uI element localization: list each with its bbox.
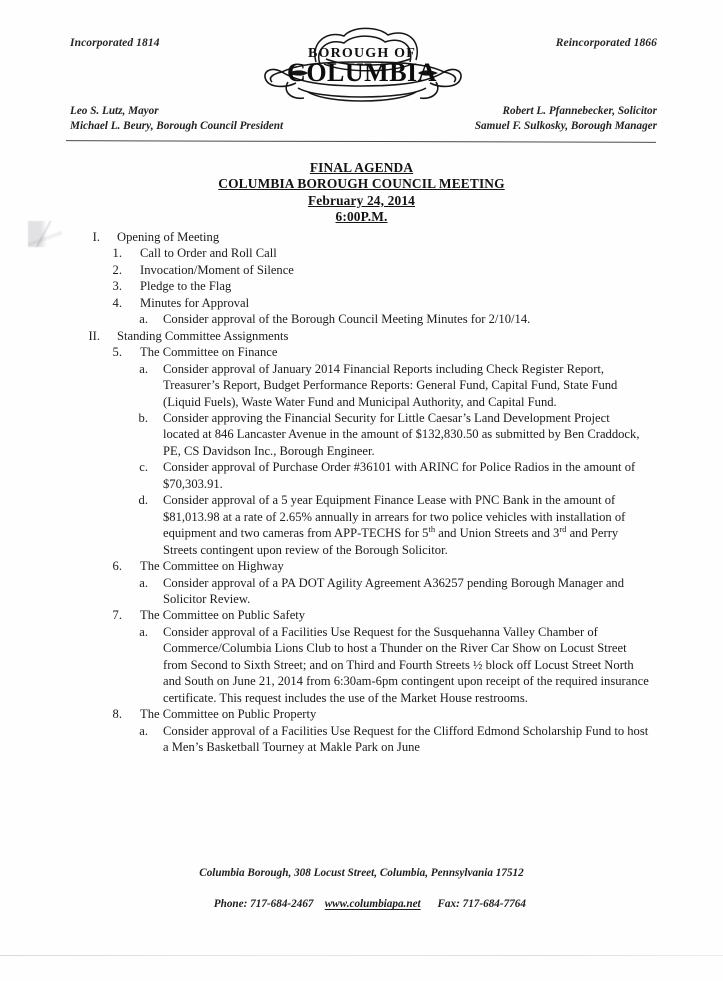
- agenda-item-marker: 8.: [112, 707, 122, 722]
- agenda-item-marker: II.: [88, 328, 100, 343]
- agenda-item-marker: 3.: [112, 279, 122, 294]
- agenda-item: [0, 229, 723, 245]
- title-line-final-agenda: FINAL AGENDA: [309, 160, 414, 175]
- agenda-item: [0, 262, 723, 278]
- agenda-item-marker: 7.: [112, 608, 122, 623]
- agenda-item-marker: a.: [139, 361, 148, 376]
- agenda-item-marker: a.: [139, 575, 148, 590]
- agenda-item-text: The Committee on Highway: [140, 559, 284, 574]
- agenda-item: [0, 295, 723, 311]
- agenda-item-text: Consider approval of a 5 year Equipment Finance Lease with PNC Bank in the amount of $81,013.98 at a rate of 2.65% annually in arrears for two police vehicles with installation of equipment and two cameras from APP-TECHS for 5th and Union Streets and 3rd and Perry Streets contingent upon review of the Borough Solicitor.: [163, 493, 626, 557]
- agenda-item-marker: a.: [139, 312, 148, 327]
- officer-mayor: Leo S. Lutz, Mayor: [70, 105, 159, 117]
- agenda-item: [0, 311, 723, 327]
- reincorporated-date-right: Reincorporated 1866: [555, 37, 657, 49]
- agenda-item-marker: d.: [138, 493, 148, 508]
- officers-right: [475, 104, 657, 133]
- agenda-item-text: Consider approval of the Borough Council Meeting Minutes for 2/10/14.: [163, 312, 531, 327]
- agenda-item: [0, 245, 723, 261]
- agenda-item-text: Consider approval of Purchase Order #36101 with ARINC for Police Radios in the amount of $70,303.91.: [163, 460, 636, 491]
- agenda-item: [0, 344, 723, 360]
- agenda-item-text: Consider approval of January 2014 Financial Reports including Check Register Report, Treasurer’s Report, Budget Performance Reports: General Fund, Capital Fund, State Fund (Liquid Fuels), Waste Water Fund and Municipal Authority, and Capital Fund.: [163, 361, 618, 409]
- agenda-item-text: Consider approval of a Facilities Use Request for the Clifford Edmond Scholarship Fund to host a Men’s Basketball Tourney at Makle Park on June: [163, 723, 649, 755]
- agenda-item-marker: 4.: [112, 295, 122, 310]
- incorporated-date-left: Incorporated 1814: [70, 37, 160, 49]
- title-line-time: 6:00P.M.: [335, 209, 388, 225]
- agenda-item: [0, 459, 723, 492]
- officer-solicitor: Robert L. Pfannebecker, Solicitor: [502, 105, 657, 117]
- agenda-item: [0, 492, 723, 558]
- footer-phone: Phone: 717-684-2467: [213, 898, 314, 910]
- agenda-item: [0, 575, 723, 608]
- agenda-item-text: Opening of Meeting: [117, 230, 220, 244]
- footer-address: Columbia Borough, 308 Locust Street, Columbia, Pennsylvania 17512: [199, 867, 524, 879]
- agenda-item: [0, 328, 723, 344]
- page-edge-line: [0, 955, 723, 956]
- agenda-item-marker: 2.: [112, 262, 122, 277]
- agenda-item-text: Consider approval of a PA DOT Agility Agreement A36257 pending Borough Manager and Solicitor Review.: [163, 575, 625, 606]
- agenda-item-text: Consider approving the Financial Security for Little Caesar’s Land Development Project located at 846 Lancaster Avenue in the amount of $132,830.50 as submitted by Ben Craddock, PE, CS Davidson Inc., Borough Engineer.: [163, 410, 640, 458]
- footer-fax: Fax: 717-684-7764: [437, 898, 526, 910]
- title-line-meeting-name: COLUMBIA BOROUGH COUNCIL MEETING: [218, 176, 505, 192]
- officers-left: [70, 104, 283, 133]
- agenda-item: [0, 624, 723, 706]
- agenda-item: [0, 361, 723, 410]
- agenda-item-text: Standing Committee Assignments: [117, 328, 289, 343]
- agenda-item-marker: a.: [139, 723, 148, 738]
- agenda-item-text: Consider approval of a Facilities Use Request for the Susquehanna Valley Chamber of Commerce/Columbia Lions Club to host a Thunder on the River Car Show on Locust Street from Second to Sixth Street; and on Third and Fourth Streets ½ block off Locust Street North and South on June 21, 2014 from 6:30am-6pm contingent upon receipt of the required insurance certificate. This request includes the use of the Market House restrooms.: [163, 624, 649, 705]
- agenda-item: [0, 706, 723, 722]
- svg-text:BOROUGH OF: BOROUGH OF: [307, 46, 416, 61]
- agenda-item-text: Minutes for Approval: [140, 295, 250, 310]
- agenda-item-list: [0, 229, 723, 756]
- footer-website-link[interactable]: www.columbiapa.net: [324, 898, 421, 910]
- agenda-item-marker: c.: [139, 460, 148, 475]
- agenda-item: [0, 278, 723, 294]
- agenda-item-text: The Committee on Public Safety: [140, 608, 306, 623]
- document-header: [0, 0, 723, 132]
- title-line-date: February 24, 2014: [307, 192, 416, 208]
- agenda-item-marker: b.: [138, 410, 148, 425]
- agenda-item-text: Pledge to the Flag: [140, 279, 232, 294]
- agenda-item: [0, 558, 723, 574]
- agenda-item-marker: 5.: [112, 345, 122, 360]
- agenda-item-marker: I.: [92, 230, 100, 244]
- agenda-item-text: Call to Order and Roll Call: [140, 246, 277, 261]
- officer-council-president: Michael L. Beury, Borough Council President: [70, 119, 284, 132]
- document-footer: [0, 866, 723, 928]
- agenda-item: [0, 410, 723, 459]
- page-title: [0, 160, 723, 226]
- agenda-item-text: Invocation/Moment of Silence: [140, 262, 294, 277]
- agenda-item: [0, 723, 723, 756]
- officer-borough-manager: Samuel F. Sulkosky, Borough Manager: [474, 119, 657, 132]
- agenda-item-marker: 1.: [112, 246, 122, 261]
- agenda-item: [0, 607, 723, 623]
- borough-seal-scroll-emblem-icon: [252, 26, 472, 108]
- agenda-item-marker: 6.: [112, 559, 122, 574]
- header-divider: [66, 140, 656, 143]
- agenda-item-text: The Committee on Public Property: [140, 707, 317, 722]
- svg-text:COLUMBIA: COLUMBIA: [286, 58, 437, 87]
- agenda-item-marker: a.: [139, 624, 148, 639]
- agenda-item-text: The Committee on Finance: [140, 345, 278, 360]
